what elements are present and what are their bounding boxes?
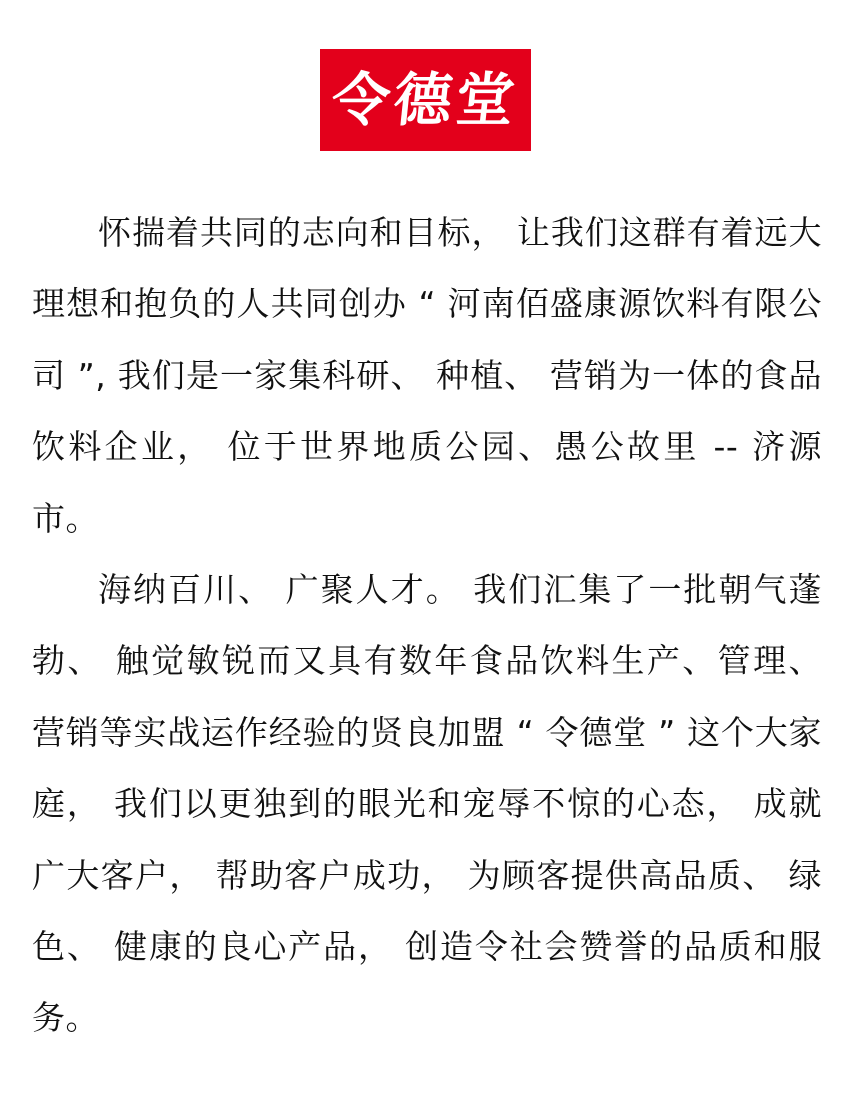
brand-logo: [320, 49, 531, 151]
article-body: [32, 197, 822, 1054]
team-paragraph: 海纳百川、 广聚人才。 我们汇集了一批朝气蓬勃、 触觉敏锐而又具有数年食品饮料生产、管理、 营销等实战运作经验的贤良加盟 “ 令德堂 ” 这个大家庭， 我们以更独到的眼光和宠辱不惊的心态， 成就广大客户， 帮助客户成功， 为顾客提供高品质、 绿色、 健康的良心产品， 创造令社会赞誉的品质和服务。: [32, 570, 822, 1038]
brand-logo-text: 令德堂: [328, 66, 523, 134]
intro-paragraph: 怀揣着共同的志向和目标， 让我们这群有着远大理想和抱负的人共同创办 “ 河南佰盛康源饮料有限公司 ”, 我们是一家集科研、 种植、 营销为一体的食品饮料企业， 位于世界地质公园、愚公故里 -- 济源市。: [32, 213, 822, 538]
